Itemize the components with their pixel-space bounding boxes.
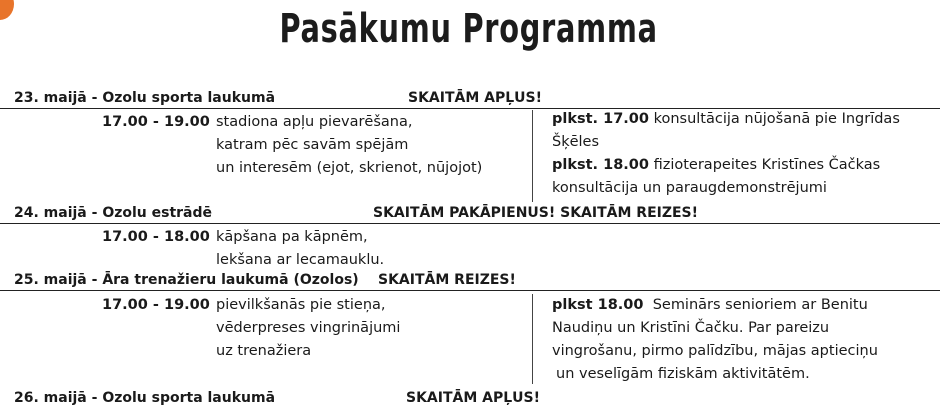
day-location: 24. maijā - Ozolu estrādē [14,205,213,221]
corner-decoration [0,0,14,20]
day-time: 17.00 - 19.00 [102,114,210,130]
side-event-line: konsultācija un paraugdemonstrējumi [552,180,827,196]
day-time: 17.00 - 18.00 [102,229,210,245]
day-time: 17.00 - 19.00 [102,297,210,313]
page-title: Pasākumu Programma [279,6,658,52]
day-slogan: SKAITĀM REIZES! [378,272,516,288]
activity-line: pievilkšanās pie stieņa, [216,297,386,313]
side-event-line [552,108,900,131]
side-event-time: plkst 18.00 [552,297,644,313]
day-header-26 [0,388,940,408]
side-event-text: konsultācija nūjošanā pie Ingrīdas [653,111,900,127]
side-event-line: Šķēles [552,134,600,150]
side-event-text: Seminārs senioriem ar Benitu [652,297,868,313]
day-location: 25. maijā - Āra trenažieru laukumā (Ozolos) [14,272,359,288]
activity-line: katram pēc savām spējām [216,137,409,153]
day-slogan: SKAITĀM APĻUS! [406,390,541,406]
side-event-line: Naudiņu un Kristīni Čačku. Par pareizu [552,320,830,336]
activity-line: lekšana ar lecamauklu. [216,252,385,268]
column-divider [532,294,533,384]
side-event-line: un veselīgām fiziskām aktivitātēm. [556,366,810,382]
activity-line: un interesēm (ejot, skrienot, nūjojot) [216,160,483,176]
day-slogan: SKAITĀM APĻUS! [408,90,543,106]
side-event-time: plkst. 17.00 [552,111,649,127]
day-header-25 [0,270,940,291]
side-event-line [552,154,880,177]
day-location: 26. maijā - Ozolu sporta laukumā [14,390,276,406]
activity-line: kāpšana pa kāpnēm, [216,229,368,245]
activity-line: uz trenažiera [216,343,312,359]
day-header-24 [0,203,940,224]
day-location: 23. maijā - Ozolu sporta laukumā [14,90,276,106]
side-event-time: plkst. 18.00 [552,157,649,173]
side-event-line [552,294,868,317]
column-divider [532,110,533,202]
side-event-line: vingrošanu, pirmo palīdzību, mājas aptieciņu [552,343,878,359]
day-slogan: SKAITĀM PAKĀPIENUS! SKAITĀM REIZES! [373,205,699,221]
activity-line: vēderpreses vingrinājumi [216,320,401,336]
day-header-23 [0,88,940,109]
side-event-text: fizioterapeites Kristīnes Čačkas [653,157,881,173]
activity-line: stadiona apļu pievarēšana, [216,114,413,130]
